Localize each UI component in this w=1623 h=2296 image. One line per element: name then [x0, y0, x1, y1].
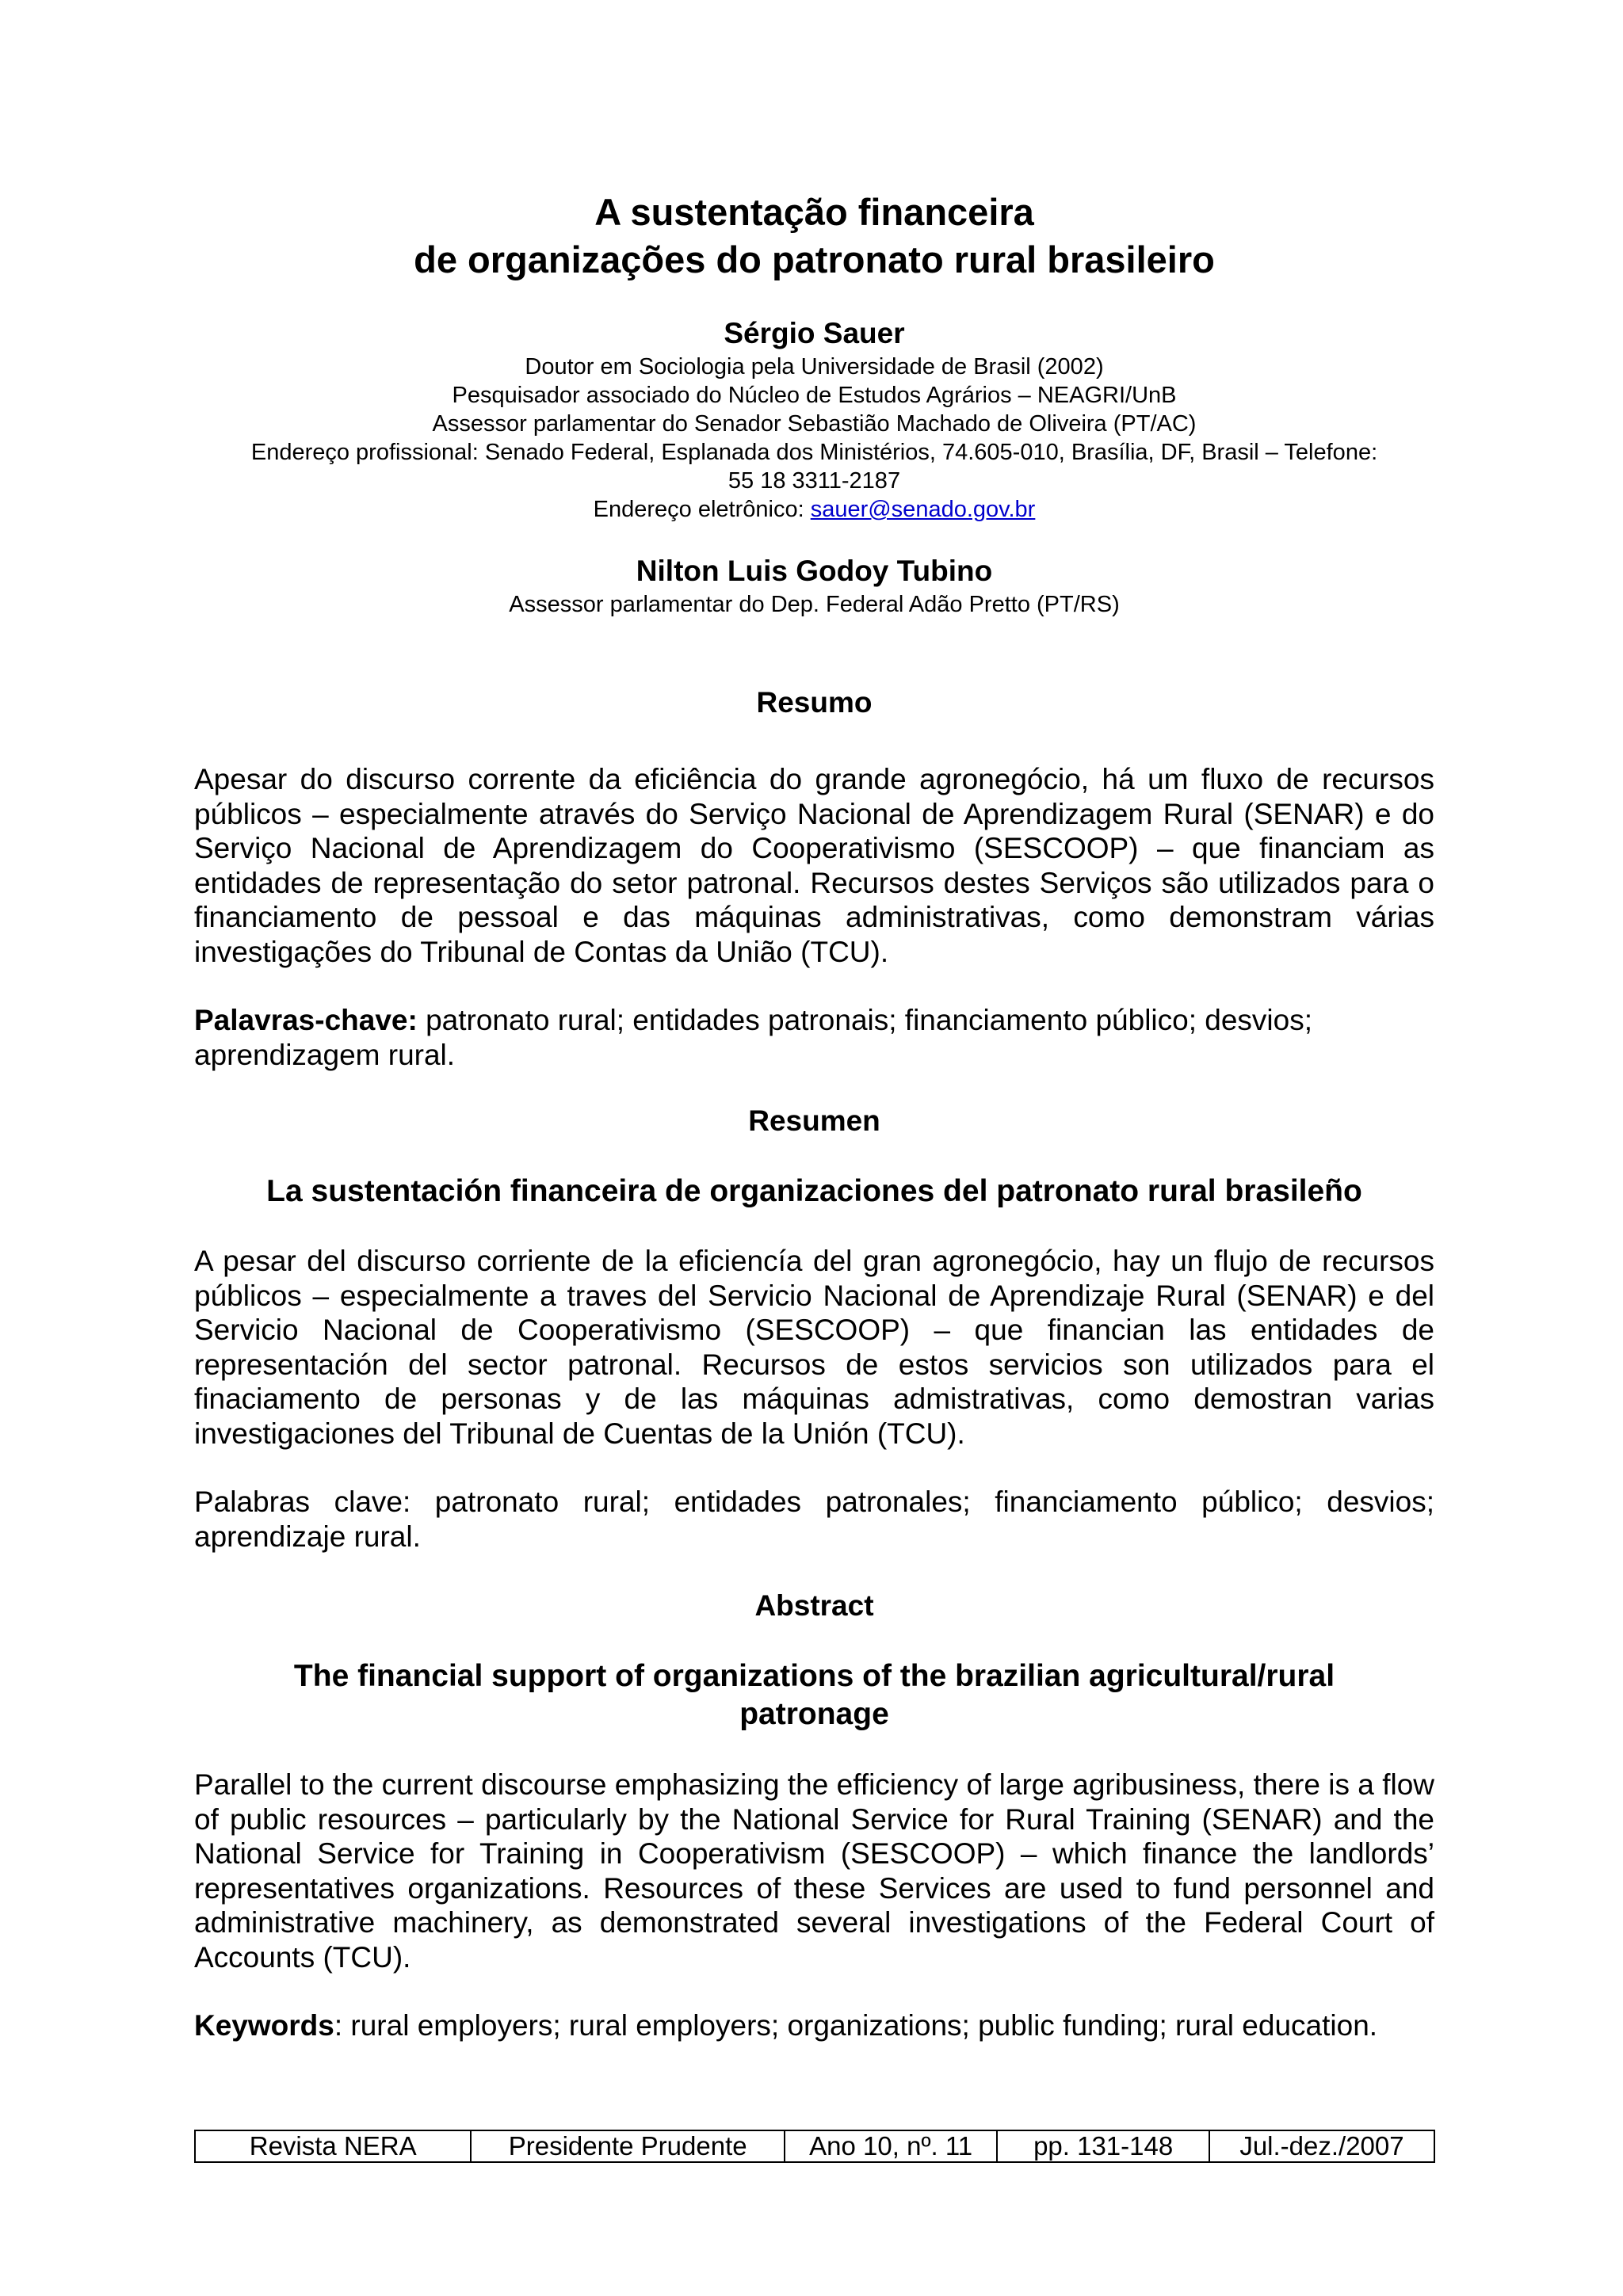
footer-city: Presidente Prudente — [471, 2130, 785, 2162]
author-address-line: Endereço profissional: Senado Federal, Esplanada dos Ministérios, 74.605-010, Brasília, DF, Brasil – Telefone: — [250, 440, 1378, 465]
resumen-keywords: Palabras clave: patronato rural; entidades patronales; financiamento público; desvios; aprendizaje rural. — [194, 1486, 1434, 1553]
paper-title — [194, 189, 1434, 284]
abstract-heading: Abstract — [754, 1589, 874, 1622]
resumen-heading: Resumen — [748, 1104, 880, 1137]
author-block-2 — [194, 552, 1434, 619]
email-label: Endereço eletrônico: — [593, 497, 811, 522]
footer-issue: Ano 10, nº. 11 — [785, 2130, 997, 2162]
resumen-title: La sustentación financeira de organizaciones del patronato rural brasileño — [266, 1174, 1362, 1208]
resumo-keywords — [194, 1003, 1434, 1072]
abstract-title-line-1: The financial support of organizations of the brazilian agricultural/rural — [293, 1659, 1335, 1693]
abstract-body: Parallel to the current discourse emphasizing the efficiency of large agribusiness, there is a flow of public resources – particularly by the National Service for Rural Training (SENAR) and the National Service for Training in Cooperativism (SESCOOP) – which finance the landlords’ representatives organizations. Resources of these Services are used to fund personnel and administrative machinery, as demonstrated several investigations of the Federal Court of Accounts (TCU). — [194, 1768, 1434, 1974]
author-affiliation-line: Pesquisador associado do Núcleo de Estudos Agrários – NEAGRI/UnB — [452, 383, 1177, 408]
keywords-label: Keywords — [194, 2009, 334, 2042]
abstract-title-line-2: patronage — [739, 1697, 889, 1731]
author-affiliation-line: Doutor em Sociologia pela Universidade de Brasil (2002) — [525, 354, 1104, 379]
abstract-title — [194, 1657, 1434, 1733]
email-link[interactable]: sauer@senado.gov.br — [810, 497, 1036, 522]
footer-date: Jul.-dez./2007 — [1209, 2130, 1434, 2162]
keywords-text: : rural employers; rural employers; organizations; public funding; rural education. — [334, 2009, 1378, 2042]
author-affiliation-line: Assessor parlamentar do Dep. Federal Adão Pretto (PT/RS) — [509, 592, 1120, 617]
title-line-1: A sustentação financeira — [594, 191, 1034, 233]
footer-journal: Revista NERA — [195, 2130, 471, 2162]
resumen-body: A pesar del discurso corriente de la eficiencía del gran agronegócio, hay un flujo de recursos públicos – especialmente a traves del Servicio Nacional de Aprendizaje Rural (SENAR) e del Servicio Nacional de Cooperativismo (SESCOOP) – que financian las entidades de representación del sector patronal. Recursos de estos servicios son utilizados para el finaciamento de personas y de las máquinas admistrativas, como demostran varias investigaciones del Tribunal de Cuentas de la Unión (TCU). — [194, 1245, 1434, 1450]
author-affiliation-line: Assessor parlamentar do Senador Sebastião Machado de Oliveira (PT/AC) — [432, 411, 1197, 437]
footer-citation-table — [194, 2130, 1435, 2163]
title-line-2: de organizações do patronato rural brasileiro — [414, 238, 1215, 280]
author-name-2: Nilton Luis Godoy Tubino — [636, 555, 993, 587]
resumo-heading: Resumo — [756, 686, 873, 719]
footer-pages: pp. 131-148 — [997, 2130, 1209, 2162]
footer-row — [195, 2130, 1434, 2162]
keywords-text: patronato rural; entidades patronais; financiamento público; desvios; aprendizagem rural. — [194, 1004, 1312, 1071]
keywords-label: Palavras-chave: — [194, 1004, 418, 1036]
resumo-body: Apesar do discurso corrente da eficiência do grande agronegócio, há um fluxo de recursos públicos – especialmente através do Serviço Nacional de Aprendizagem Rural (SENAR) e do Serviço Nacional de Aprendizagem do Cooperativismo (SESCOOP) – que financiam as entidades de representação do setor patronal. Recursos destes Serviços são utilizados para o financiamento de pessoal e das máquinas administrativas, como demonstram várias investigações do Tribunal de Contas da União (TCU). — [194, 763, 1434, 968]
abstract-keywords — [194, 2008, 1434, 2043]
author-block-1 — [115, 315, 1514, 524]
author-name-1: Sérgio Sauer — [724, 317, 905, 349]
author-phone-line: 55 18 3311-2187 — [727, 468, 901, 494]
author-email-line — [115, 495, 1514, 524]
